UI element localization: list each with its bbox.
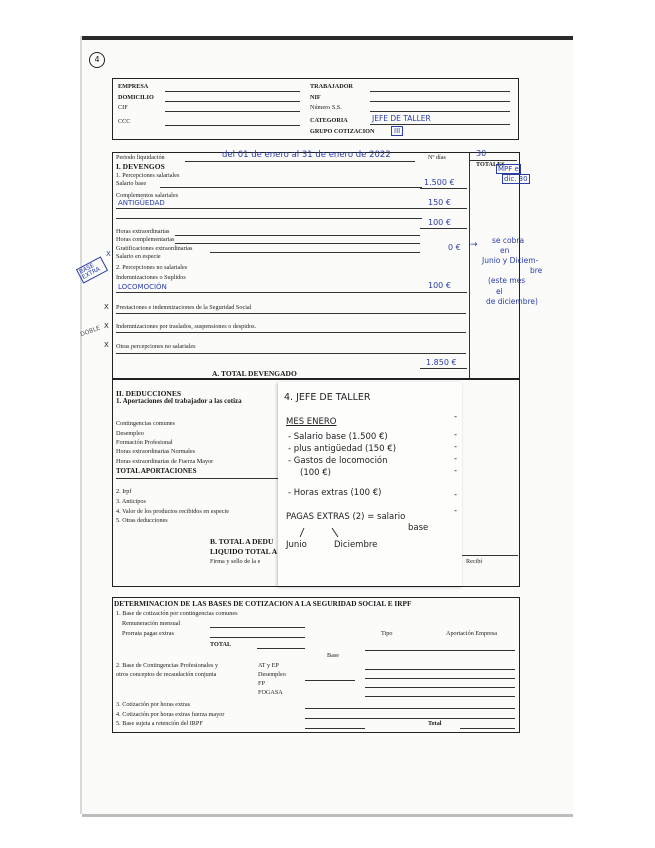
side-note-5: (este mes (488, 276, 526, 285)
side-note-1: se cobra (492, 236, 525, 245)
x-mark-3: X (104, 341, 109, 349)
margin-note-1: MPF e (498, 165, 519, 173)
label-b5: 5. Base sujeta a retención del IRPF (116, 720, 203, 727)
devengos-total-value: 1.850 € (426, 358, 457, 367)
label-otras: Otras percepciones no salariales (116, 343, 196, 350)
note-line-5: - Horas extras (100 €) (288, 488, 382, 498)
label-indemnizaciones: Indemnizaciones o Suplidos (116, 274, 186, 281)
deducciones-title: II. DEDUCCIONES (116, 389, 182, 398)
label-numero-ss: Número S.S. (310, 104, 342, 111)
note-heading: 4. JEFE DE TALLER (284, 392, 371, 403)
label-horas-normales: Horas extraordinarias Normales (116, 448, 196, 455)
label-at: AT y EP (258, 662, 279, 669)
label-fogasa: FOGASA (258, 689, 283, 696)
locomocion-value: 100 € (428, 281, 451, 290)
label-categoria: CATEGORIA (310, 117, 348, 124)
label-total-dedu: B. TOTAL A DEDU (210, 537, 274, 546)
page-marker: 4 (89, 52, 105, 68)
label-irpf: 2. Irpf (116, 488, 132, 495)
label-trabajador: TRABAJADOR (310, 83, 353, 90)
note-line-1: - Salario base (1.500 €) (288, 432, 388, 442)
note-dash: - (454, 490, 458, 500)
devengos-title: I. DEVENGOS (116, 162, 165, 171)
dias-value: 30 (476, 149, 487, 158)
label-complementos: Complementos salariales (116, 192, 179, 199)
note-dash: - (454, 454, 458, 464)
label-b1: 1. Base de cotización por contingencias comunes (116, 610, 238, 617)
categoria-value: JEFE DE TALLER (372, 114, 431, 123)
label-gratificaciones: Gratificaciones extraordinarias (116, 245, 193, 252)
left-mark-base-extra: BASE EXTRA (76, 256, 108, 283)
label-especie-ded: 4. Valor de los productos recibidos en especie (116, 508, 229, 515)
label-recibi: Recibí (466, 558, 483, 565)
label-empresa: EMPRESA (118, 83, 149, 90)
side-note-4: bre (530, 266, 543, 275)
label-totales: TOTALES (476, 161, 505, 168)
label-firma: Firma y sello de la e (210, 558, 261, 565)
side-note-3: Junio y Diciem- (482, 256, 539, 265)
label-fp: FP (258, 680, 265, 687)
label-aportaciones: 1. Aportaciones del trabajador a las cotiza (116, 397, 242, 405)
label-periodo: Periodo liquidación (116, 154, 165, 161)
label-b2a: 2. Base de Contingencias Profesionales y (116, 662, 219, 669)
note-line-2: - plus antigüedad (150 €) (288, 444, 397, 454)
sticky-note (278, 382, 462, 586)
note-line-4: (100 €) (300, 468, 331, 478)
note-dash: - (454, 506, 458, 516)
note-line-7: base (408, 523, 429, 533)
label-prorrata: Prorrata pagas extras (122, 630, 174, 637)
side-note-7: de diciembre) (486, 297, 538, 306)
x-mark-4: X (106, 250, 111, 258)
label-desempleo-bases: Desempleo (258, 671, 286, 678)
antiguedad-label: ANTIGÜEDAD (118, 199, 165, 207)
top-edge (82, 36, 573, 40)
grupo-value: III (391, 126, 403, 136)
label-b4: 4. Cotización por horas extras fuerza mayor (116, 711, 225, 718)
label-comunes: Contingencias comunes (116, 420, 175, 427)
margin-note-2: dic. 30 (504, 175, 528, 183)
label-nif: NIF (310, 94, 321, 101)
side-note-6: el (496, 287, 503, 296)
label-ccc: CCC (118, 118, 131, 125)
label-domicilio: DOMICILIO (118, 94, 154, 101)
note-branch-strokes (288, 526, 358, 540)
note-dash: - (454, 430, 458, 440)
left-mark-doble: DOBLE (79, 324, 102, 339)
note-dash: - (454, 412, 458, 422)
label-horas-fuerza: Horas extraordinarias de Fuerza Mayor (116, 458, 214, 465)
label-tipo: Tipo (381, 630, 393, 637)
note-month: MES ENERO (286, 417, 337, 427)
label-base: Base (327, 652, 340, 659)
x-mark-2: X (104, 322, 109, 330)
label-total-bases: TOTAL (210, 641, 232, 648)
label-horas-compl: Horas complementarias (116, 236, 175, 243)
label-traslados: Indemnizaciones por traslados, suspensiones o despidos. (116, 323, 257, 330)
label-especie: Salario en especie (116, 253, 161, 260)
label-dias: Nº días (428, 154, 446, 161)
label-b3: 3. Cotización por horas extras (116, 701, 191, 708)
arrow-icon: → (470, 240, 478, 250)
label-salario-base: Salario base (116, 180, 147, 187)
x-mark-1: X (104, 303, 109, 311)
label-no-salariales: 2. Percepciones no salariales (116, 264, 188, 271)
salario-base-value: 1.500 € (424, 178, 455, 187)
label-remuneracion: Remuneración mensual (122, 620, 181, 627)
label-percepciones: 1. Percepciones salariales (116, 172, 180, 179)
label-otras-ded: 5. Otras deducciones (116, 517, 168, 524)
label-total-aport: TOTAL APORTACIONES (116, 467, 197, 475)
bases-title: DETERMINACION DE LAS BASES DE COTIZACION A LA SEGURIDAD SOCIAL E IRPF (114, 599, 412, 608)
label-prestaciones: Prestaciones e indemnizaciones de la Seguridad Social (116, 304, 252, 311)
note-dash: - (454, 466, 458, 476)
note-line-9: Diciembre (334, 540, 378, 550)
side-note-2: en (500, 246, 510, 255)
label-horas-extra: Horas extraordinarias (116, 228, 170, 235)
complementos-subtotal: 100 € (428, 218, 451, 227)
label-desempleo: Desempleo (116, 430, 144, 437)
label-anticipos: 3. Anticipos (116, 498, 146, 505)
note-line-8: Junio (286, 540, 307, 550)
label-b2b: otros conceptos de recaudación conjunta (116, 671, 217, 678)
total-devengado-label: A. TOTAL DEVENGADO (212, 369, 297, 378)
label-total-bases2: Total (428, 720, 442, 727)
note-dash: - (454, 442, 458, 452)
label-cif: CIF (118, 104, 128, 111)
gratif-value: 0 € (448, 243, 461, 252)
label-aportacion: Aportación Empresa (446, 630, 498, 637)
antiguedad-value: 150 € (428, 198, 451, 207)
label-formacion: Formación Profesional (116, 439, 173, 446)
note-line-3: - Gastos de locomoción (288, 456, 388, 466)
locomocion-label: LOCOMOCIÓN (118, 283, 167, 291)
label-grupo: GRUPO COTIZACION (310, 128, 375, 135)
periodo-value: del 01 de enero al 31 de enero de 2022 (222, 150, 391, 160)
label-liquido: LIQUIDO TOTAL A (210, 547, 278, 556)
note-line-6: PAGAS EXTRAS (2) = salario (286, 512, 406, 522)
